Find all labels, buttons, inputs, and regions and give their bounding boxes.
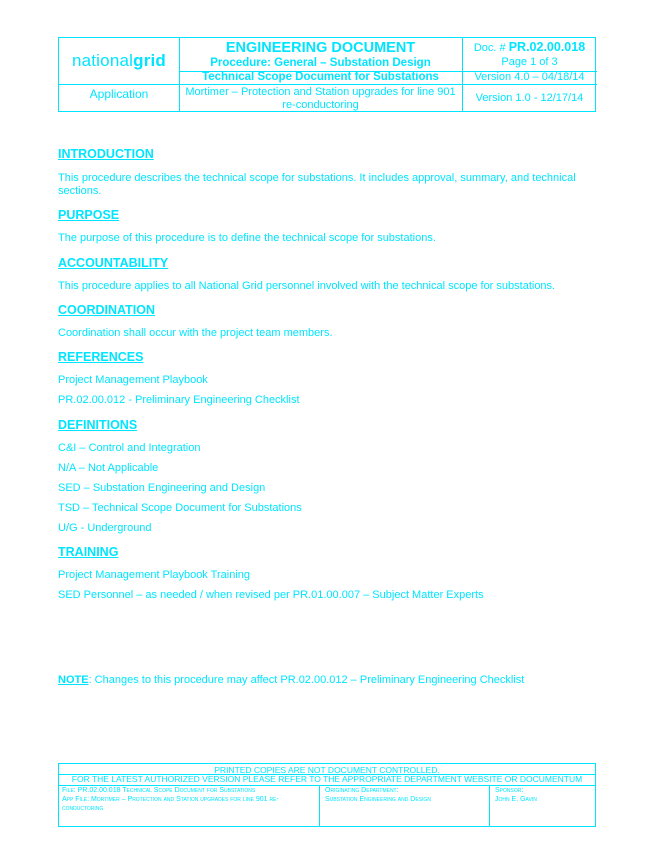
logo-text-grid: grid bbox=[133, 51, 167, 70]
doc-number-prefix: Doc. # bbox=[473, 42, 506, 54]
footer-department-label: Originating Department: bbox=[325, 787, 399, 794]
definition-item: N/A – Not Applicable bbox=[58, 462, 159, 474]
training-item: SED Personnel – as needed / when revised per PR.01.00.007 – Subject Matter Experts bbox=[58, 589, 484, 601]
definition-item: C&I – Control and Integration bbox=[58, 442, 201, 454]
footer-sponsor-label: Sponsor: bbox=[495, 787, 524, 794]
footer-file-info bbox=[62, 786, 314, 813]
footer-divider bbox=[59, 774, 595, 775]
procedure-title: Procedure: General – Substation Design bbox=[210, 57, 431, 69]
section-references bbox=[58, 350, 608, 407]
footer-divider bbox=[319, 785, 320, 826]
section-text: The purpose of this procedure is to define the technical scope for substations. bbox=[58, 232, 436, 244]
national-grid-logo bbox=[59, 38, 179, 84]
footer-file: File: PR.02.00.018 Technical Scope Document for Substations bbox=[62, 787, 256, 794]
section-definitions bbox=[58, 418, 608, 535]
project-description: Mortimer – Protection and Station upgrades for line 901 re-conductoring bbox=[185, 86, 456, 111]
document-footer bbox=[58, 763, 596, 827]
footer-sponsor bbox=[495, 786, 593, 804]
document-title: ENGINEERING DOCUMENT bbox=[225, 40, 416, 56]
footer-divider bbox=[489, 785, 490, 826]
definition-item: TSD – Technical Scope Document for Substations bbox=[58, 502, 302, 514]
doc-number: PR.02.00.018 bbox=[508, 40, 586, 54]
logo-text-national: national bbox=[71, 51, 134, 70]
application-label: Application bbox=[89, 87, 149, 101]
section-heading: TRAINING bbox=[58, 545, 119, 559]
reference-item: PR.02.00.012 - Preliminary Engineering Checklist bbox=[58, 394, 300, 406]
note-label: NOTE bbox=[58, 674, 89, 686]
document-title-block bbox=[179, 38, 462, 71]
section-heading: DEFINITIONS bbox=[58, 418, 138, 432]
section-heading: COORDINATION bbox=[58, 303, 155, 317]
footer-notice-line2: FOR THE LATEST AUTHORIZED VERSION PLEASE REFER TO THE APPROPRIATE DEPARTMENT WEBSITE OR DOCUMENTUM bbox=[71, 774, 583, 784]
section-introduction bbox=[58, 147, 608, 198]
section-text: This procedure applies to all National Grid personnel involved with the technical scope for substations. bbox=[58, 280, 556, 292]
note-text: : Changes to this procedure may affect PR.02.00.012 – Preliminary Engineering Checklist bbox=[88, 674, 525, 686]
definition-item: U/G - Underground bbox=[58, 522, 152, 534]
doc-number-block bbox=[462, 38, 597, 71]
section-accountability bbox=[58, 256, 608, 293]
document-header bbox=[58, 37, 596, 112]
section-heading: PURPOSE bbox=[58, 208, 120, 222]
section-coordination bbox=[58, 303, 608, 340]
footer-department-name: Substation Engineering and Design bbox=[325, 796, 431, 803]
application-version: Version 1.0 - 12/17/14 bbox=[475, 92, 584, 104]
reference-item: Project Management Playbook bbox=[58, 374, 208, 386]
footer-app-file: App File: Mortimer – Protection and Station upgrades for line 901 re-conductoring bbox=[62, 796, 279, 812]
footer-department bbox=[325, 786, 485, 804]
section-heading: ACCOUNTABILITY bbox=[58, 256, 169, 270]
section-text: This procedure describes the technical scope for substations. It includes approval, summary, and technical sections. bbox=[58, 172, 576, 197]
section-heading: INTRODUCTION bbox=[58, 147, 154, 161]
note bbox=[58, 674, 608, 687]
section-purpose bbox=[58, 208, 608, 245]
doc-version: Version 4.0 – 04/18/14 bbox=[474, 71, 585, 83]
section-heading: REFERENCES bbox=[58, 350, 144, 364]
training-item: Project Management Playbook Training bbox=[58, 569, 250, 581]
footer-notice-line1: PRINTED COPIES ARE NOT DOCUMENT CONTROLLED. bbox=[214, 765, 440, 775]
definition-item: SED – Substation Engineering and Design bbox=[58, 482, 266, 494]
section-training bbox=[58, 545, 608, 602]
document-subtitle: Technical Scope Document for Substations bbox=[202, 71, 439, 83]
page-number: Page 1 of 3 bbox=[501, 56, 558, 68]
section-text: Coordination shall occur with the project team members. bbox=[58, 327, 333, 339]
footer-sponsor-name: John E. Gavin bbox=[495, 796, 537, 803]
